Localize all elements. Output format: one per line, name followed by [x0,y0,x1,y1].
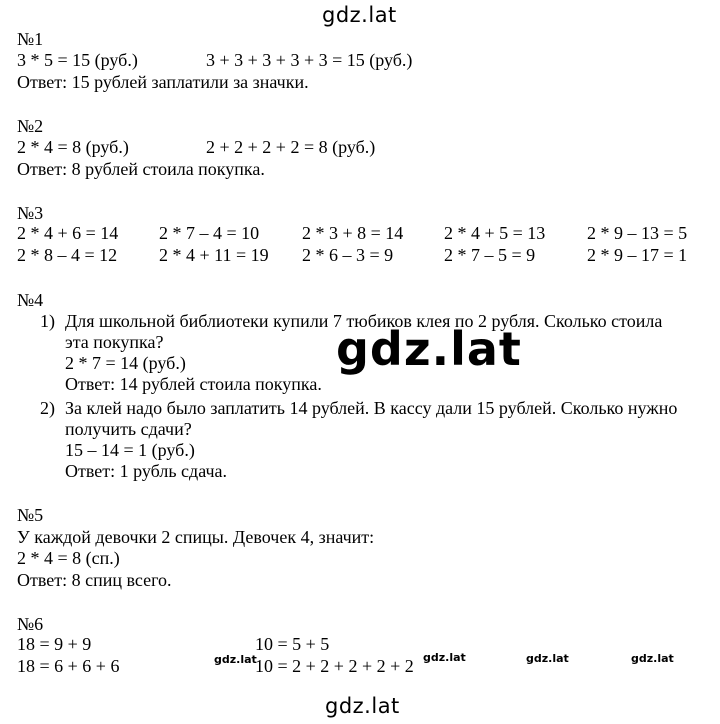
task-4-item-number: 2) [40,398,55,418]
task-2-label: №2 [17,116,44,136]
task-3-expr: 2 * 9 – 17 = 1 [587,245,688,265]
task-4-item-text: эта покупка? [65,332,164,352]
task-4-item-answer: Ответ: 1 рубль сдача. [65,461,227,481]
task-5-answer: Ответ: 8 спиц всего. [17,570,172,590]
task-4-item-number: 1) [40,311,55,331]
task-6-line: 10 = 5 + 5 [255,634,330,654]
task-6-line: 10 = 2 + 2 + 2 + 2 + 2 [255,656,414,676]
task-3-expr: 2 * 7 – 5 = 9 [444,245,536,265]
task-3-expr: 2 * 6 – 3 = 9 [302,245,394,265]
task-2-answer: Ответ: 8 рублей стоила покупка. [17,159,265,179]
task-3-expr: 2 * 4 + 5 = 13 [444,223,546,243]
task-6-line: 18 = 6 + 6 + 6 [17,656,120,676]
task-4-item-text: получить сдачи? [65,419,192,439]
task-6-line: 18 = 9 + 9 [17,634,92,654]
task-1-answer: Ответ: 15 рублей заплатили за значки. [17,72,309,92]
task-6-label: №6 [17,614,44,634]
task-5-line: 2 * 4 = 8 (сп.) [17,548,120,568]
task-4-item-text: За клей надо было заплатить 14 рублей. В кассу дали 15 рублей. Сколько нужно [65,398,678,418]
task-5-label: №5 [17,505,44,525]
watermark-small: gdz.lat [423,651,466,664]
watermark-small: gdz.lat [214,653,257,666]
task-3-expr: 2 * 9 – 13 = 5 [587,223,688,243]
task-3-expr: 2 * 7 – 4 = 10 [159,223,260,243]
task-4-item-answer: Ответ: 14 рублей стоила покупка. [65,374,322,394]
task-3-label: №3 [17,203,44,223]
task-3-expr: 2 * 4 + 6 = 14 [17,223,119,243]
watermark-bottom: gdz.lat [325,694,400,718]
task-2-line: 2 * 4 = 8 (руб.) [17,137,129,157]
watermark-center: gdz.lat [336,322,522,376]
task-1-label: №1 [17,29,44,49]
task-1-line: 3 + 3 + 3 + 3 + 3 = 15 (руб.) [206,50,413,70]
task-3-expr: 2 * 8 – 4 = 12 [17,245,118,265]
task-3-expr: 2 * 4 + 11 = 19 [159,245,269,265]
task-4-item-calc: 15 – 14 = 1 (руб.) [65,440,195,460]
task-4-item-text: Для школьной библиотеки купили 7 тюбиков клея по 2 рубля. Сколько стоила [65,311,663,331]
task-4-item-calc: 2 * 7 = 14 (руб.) [65,353,186,373]
task-5-line: У каждой девочки 2 спицы. Девочек 4, значит: [17,527,375,547]
task-1-line: 3 * 5 = 15 (руб.) [17,50,138,70]
task-3-expr: 2 * 3 + 8 = 14 [302,223,404,243]
task-2-line: 2 + 2 + 2 + 2 = 8 (руб.) [206,137,376,157]
watermark-top: gdz.lat [322,3,397,27]
task-4-label: №4 [17,290,44,310]
watermark-small: gdz.lat [526,652,569,665]
watermark-small: gdz.lat [631,652,674,665]
